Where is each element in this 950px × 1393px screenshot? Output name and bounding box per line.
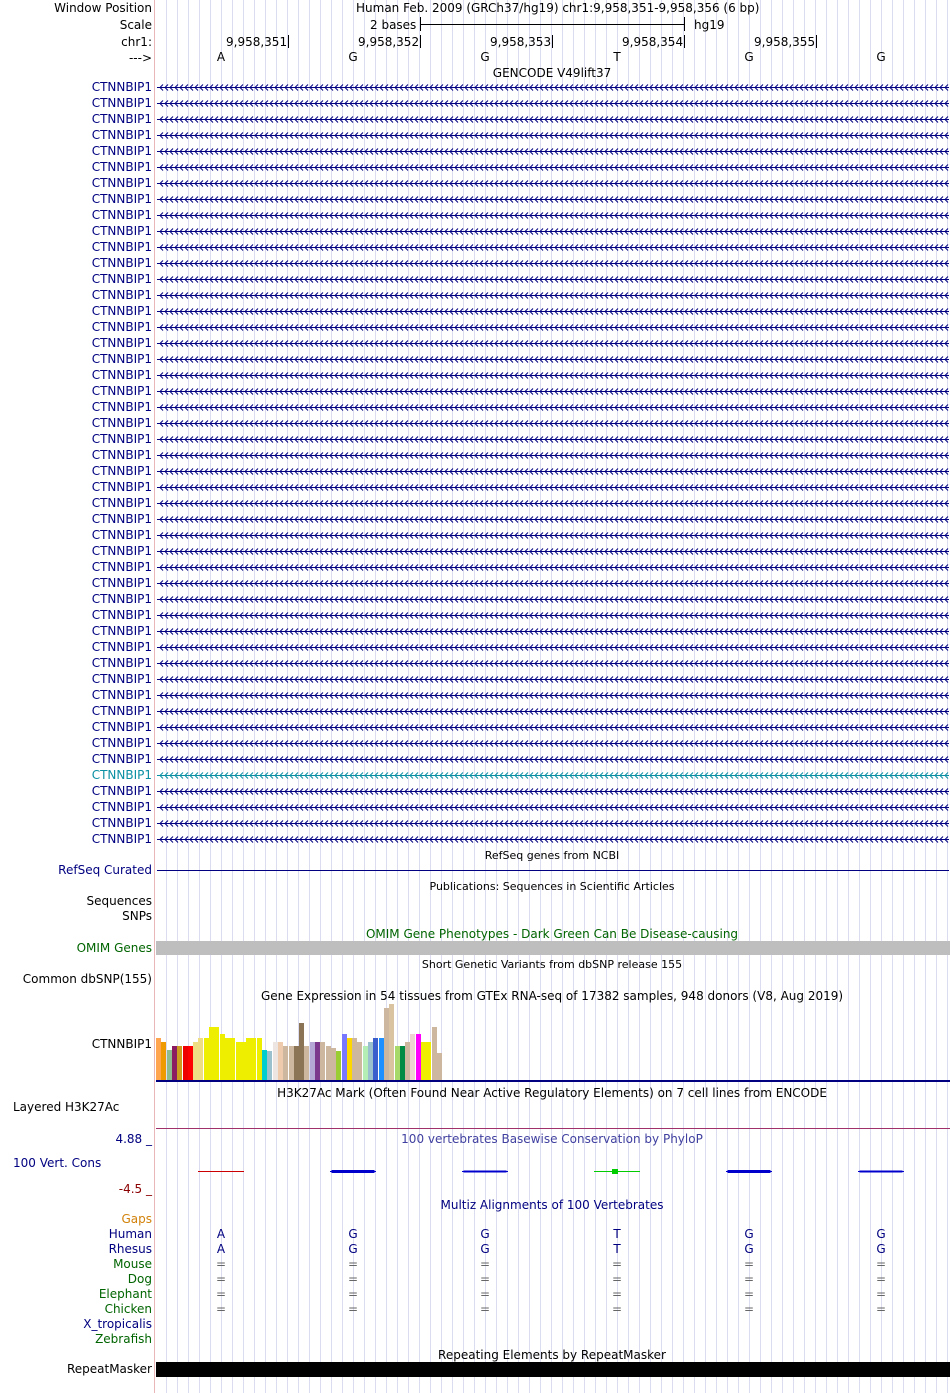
gtex-tissue-bar[interactable] (161, 1042, 166, 1080)
multiz-aligned-base: = (216, 1302, 227, 1316)
gencode-transcript-line[interactable] (157, 451, 949, 461)
multiz-aligned-base: = (744, 1302, 755, 1316)
phylop-min-value: -4.5 _ (118, 1182, 152, 1196)
multiz-aligned-base: = (480, 1287, 491, 1301)
ruler-tick-mark (288, 35, 289, 48)
repeatmasker-element[interactable] (156, 1362, 950, 1377)
phylop-score-mark[interactable] (198, 1167, 244, 1175)
gencode-transcript-label[interactable]: CTNNBIP1 (91, 288, 152, 302)
multiz-species-label[interactable]: Rhesus (108, 1242, 152, 1256)
multiz-aligned-base: = (480, 1302, 491, 1316)
gencode-transcript-label[interactable]: CTNNBIP1 (91, 176, 152, 190)
chrom-label: chr1: (121, 35, 152, 49)
gencode-transcript-label[interactable]: CTNNBIP1 (91, 704, 152, 718)
omim-gene-bar[interactable] (156, 941, 950, 955)
gencode-transcript-line[interactable] (157, 835, 949, 845)
gencode-transcript-line[interactable] (157, 99, 949, 109)
gencode-transcript-line[interactable] (157, 787, 949, 797)
gtex-tissue-bar[interactable] (357, 1042, 362, 1080)
gtex-tissue-bar[interactable] (437, 1053, 442, 1080)
multiz-aligned-base: G (348, 1227, 358, 1241)
gtex-tissue-bar[interactable] (177, 1046, 182, 1080)
gencode-transcript-line[interactable] (157, 499, 949, 509)
gencode-transcript-label[interactable]: CTNNBIP1 (91, 528, 152, 542)
multiz-aligned-base: A (216, 1242, 226, 1256)
multiz-species-label[interactable]: X_tropicalis (83, 1317, 152, 1331)
gtex-tissue-bar[interactable] (251, 1038, 256, 1080)
gencode-transcript-line[interactable] (157, 227, 949, 237)
gtex-tissue-bar[interactable] (230, 1038, 235, 1080)
multiz-aligned-base: = (744, 1287, 755, 1301)
omim-track-title: OMIM Gene Phenotypes - Dark Green Can Be Disease-causing (365, 927, 739, 941)
gencode-transcript-line[interactable] (157, 211, 949, 221)
gencode-transcript-label[interactable]: CTNNBIP1 (91, 544, 152, 558)
gencode-transcript-line[interactable] (157, 259, 949, 269)
gtex-tissue-bar[interactable] (320, 1042, 325, 1080)
gencode-transcript-label[interactable]: CTNNBIP1 (91, 144, 152, 158)
gencode-transcript-label[interactable]: CTNNBIP1 (91, 832, 152, 846)
gencode-transcript-line[interactable] (157, 803, 949, 813)
gencode-transcript-label[interactable]: CTNNBIP1 (91, 688, 152, 702)
gencode-transcript-label[interactable]: CTNNBIP1 (91, 672, 152, 686)
label-column-border (154, 0, 155, 1393)
multiz-species-label[interactable]: Mouse (113, 1257, 152, 1271)
multiz-aligned-base: = (348, 1302, 359, 1316)
gtex-tissue-bar[interactable] (214, 1027, 219, 1080)
gencode-transcript-label[interactable]: CTNNBIP1 (91, 320, 152, 334)
multiz-aligned-base: G (348, 1242, 358, 1256)
gencode-transcript-label[interactable]: CTNNBIP1 (91, 624, 152, 638)
multiz-species-label[interactable]: Human (108, 1227, 152, 1241)
multiz-aligned-base: G (744, 1227, 754, 1241)
gencode-transcript-label[interactable]: CTNNBIP1 (91, 224, 152, 238)
scale-bar (420, 17, 686, 33)
gencode-transcript-line[interactable] (157, 675, 949, 685)
gencode-transcript-line[interactable] (157, 195, 949, 205)
ruler-tick-label: 9,958,354 (622, 35, 684, 49)
gencode-transcript-line[interactable] (157, 547, 949, 557)
gencode-transcript-line[interactable] (157, 323, 949, 333)
phylop-score-mark[interactable] (858, 1167, 904, 1175)
ruler-tick-mark (420, 35, 421, 48)
multiz-aligned-base: = (480, 1272, 491, 1286)
dbsnp-track-label[interactable]: Common dbSNP(155) (22, 972, 152, 986)
gencode-transcript-label[interactable]: CTNNBIP1 (91, 272, 152, 286)
gencode-transcript-label[interactable]: CTNNBIP1 (91, 576, 152, 590)
gencode-transcript-line[interactable] (157, 659, 949, 669)
h3k27ac-track-label[interactable]: Layered H3K27Ac (13, 1100, 120, 1114)
gencode-transcript-line[interactable] (157, 595, 949, 605)
refseq-gene-line[interactable] (157, 870, 949, 871)
multiz-aligned-base: = (876, 1272, 887, 1286)
gencode-transcript-label[interactable]: CTNNBIP1 (91, 512, 152, 526)
gencode-transcript-label[interactable]: CTNNBIP1 (91, 496, 152, 510)
ruler-tick-mark (684, 35, 685, 48)
gtex-tissue-bar[interactable] (336, 1051, 341, 1080)
gtex-tissue-bar[interactable] (410, 1034, 415, 1080)
multiz-aligned-base: = (216, 1287, 227, 1301)
gencode-transcript-label[interactable]: CTNNBIP1 (91, 208, 152, 222)
multiz-aligned-base: = (216, 1257, 227, 1271)
omim-track-label[interactable]: OMIM Genes (76, 941, 152, 955)
gencode-transcript-line[interactable] (157, 707, 949, 717)
multiz-aligned-base: A (216, 1227, 226, 1241)
gencode-transcript-label[interactable]: CTNNBIP1 (91, 352, 152, 366)
publications-label-sequences[interactable]: Sequences (86, 894, 152, 908)
multiz-aligned-base: = (876, 1287, 887, 1301)
gencode-transcript-label[interactable]: CTNNBIP1 (91, 656, 152, 670)
multiz-aligned-base: = (876, 1257, 887, 1271)
phylop-track-label[interactable]: 100 Vert. Cons (13, 1156, 102, 1170)
gencode-transcript-line[interactable] (157, 531, 949, 541)
gtex-tissue-bar[interactable] (304, 1046, 309, 1080)
gencode-transcript-line[interactable] (157, 739, 949, 749)
gencode-transcript-line[interactable] (157, 643, 949, 653)
gencode-transcript-line[interactable] (157, 179, 949, 189)
multiz-species-label[interactable]: Zebrafish (95, 1332, 152, 1346)
multiz-aligned-base: = (612, 1257, 623, 1271)
multiz-aligned-base: = (612, 1272, 623, 1286)
gencode-transcript-line[interactable] (157, 483, 949, 493)
gtex-tissue-bar[interactable] (267, 1051, 272, 1080)
gencode-transcript-label[interactable]: CTNNBIP1 (91, 400, 152, 414)
gencode-transcript-label[interactable]: CTNNBIP1 (91, 720, 152, 734)
multiz-aligned-base: = (348, 1287, 359, 1301)
base-letter: T (613, 50, 621, 64)
gencode-transcript-line[interactable] (157, 435, 949, 445)
gencode-transcript-line[interactable] (157, 563, 949, 573)
gencode-transcript-line[interactable] (157, 691, 949, 701)
multiz-aligned-base: = (876, 1302, 887, 1316)
gencode-transcript-line[interactable] (157, 627, 949, 637)
gencode-transcript-line[interactable] (157, 723, 949, 733)
gtex-tissue-bar[interactable] (283, 1046, 288, 1080)
gencode-transcript-label[interactable]: CTNNBIP1 (91, 80, 152, 94)
ruler-tick-label: 9,958,353 (490, 35, 552, 49)
gencode-transcript-label[interactable]: CTNNBIP1 (91, 384, 152, 398)
scale-label: Scale (119, 18, 152, 32)
multiz-aligned-base: G (876, 1227, 886, 1241)
phylop-score-mark[interactable] (330, 1167, 376, 1175)
gencode-transcript-line[interactable] (157, 339, 949, 349)
gencode-transcript-line[interactable] (157, 307, 949, 317)
gencode-transcript-label[interactable]: CTNNBIP1 (91, 480, 152, 494)
repeatmasker-track-label[interactable]: RepeatMasker (66, 1362, 152, 1376)
gencode-transcript-label[interactable]: CTNNBIP1 (91, 752, 152, 766)
gencode-transcript-line[interactable] (157, 147, 949, 157)
refseq-track-title: RefSeq genes from NCBI (484, 849, 620, 862)
base-letter: G (876, 50, 886, 64)
ruler-tick-mark (816, 35, 817, 48)
h3k27ac-signal-line (156, 1128, 950, 1129)
gencode-transcript-label[interactable]: CTNNBIP1 (91, 96, 152, 110)
gencode-transcript-label[interactable]: CTNNBIP1 (91, 368, 152, 382)
gencode-transcript-line[interactable] (157, 611, 949, 621)
window-position-value[interactable]: Human Feb. 2009 (GRCh37/hg19) chr1:9,958,351-9,958,356 (6 bp) (356, 1, 760, 15)
multiz-aligned-base: G (876, 1242, 886, 1256)
multiz-track-title: Multiz Alignments of 100 Vertebrates (440, 1198, 664, 1212)
gencode-transcript-line[interactable] (157, 419, 949, 429)
gencode-transcript-label[interactable]: CTNNBIP1 (91, 240, 152, 254)
gencode-transcript-label[interactable]: CTNNBIP1 (91, 160, 152, 174)
phylop-max-value: 4.88 _ (115, 1132, 152, 1146)
gencode-transcript-line[interactable] (157, 755, 949, 765)
gencode-transcript-line[interactable] (157, 115, 949, 125)
gtex-track-title: Gene Expression in 54 tissues from GTEx RNA-seq of 17382 samples, 948 donors (V8, Aug 2019) (260, 989, 844, 1003)
gencode-transcript-label[interactable]: CTNNBIP1 (91, 432, 152, 446)
multiz-aligned-base: = (216, 1272, 227, 1286)
gencode-transcript-line[interactable] (157, 403, 949, 413)
gencode-transcript-label[interactable]: CTNNBIP1 (91, 192, 152, 206)
dbsnp-track-title: Short Genetic Variants from dbSNP release 155 (421, 958, 683, 971)
gtex-baseline (156, 1080, 950, 1082)
gencode-transcript-line[interactable] (157, 243, 949, 253)
multiz-aligned-base: = (612, 1302, 623, 1316)
gencode-transcript-label[interactable]: CTNNBIP1 (91, 416, 152, 430)
multiz-aligned-base: = (480, 1257, 491, 1271)
ruler-tick-label: 9,958,351 (226, 35, 288, 49)
h3k27ac-track-title: H3K27Ac Mark (Often Found Near Active Regulatory Elements) on 7 cell lines from ENCODE (277, 1086, 827, 1100)
phylop-score-mark[interactable] (726, 1167, 772, 1175)
gencode-transcript-label[interactable]: CTNNBIP1 (91, 304, 152, 318)
gencode-transcript-line[interactable] (157, 163, 949, 173)
multiz-species-label[interactable]: Dog (127, 1272, 152, 1286)
gencode-transcript-label[interactable]: CTNNBIP1 (91, 592, 152, 606)
multiz-aligned-base: = (348, 1257, 359, 1271)
gencode-transcript-line[interactable] (157, 771, 949, 781)
multiz-aligned-base: G (744, 1242, 754, 1256)
gencode-track-title: GENCODE V49lift37 (492, 66, 612, 80)
base-letter: G (744, 50, 754, 64)
gencode-transcript-line[interactable] (157, 467, 949, 477)
publications-label-snps[interactable]: SNPs (122, 909, 152, 923)
multiz-aligned-base: = (744, 1272, 755, 1286)
gtex-gene-label[interactable]: CTNNBIP1 (91, 1037, 152, 1051)
window-position-label: Window Position (54, 1, 152, 15)
gencode-transcript-label[interactable]: CTNNBIP1 (91, 112, 152, 126)
multiz-species-label[interactable]: Chicken (104, 1302, 152, 1316)
gencode-transcript-label[interactable]: CTNNBIP1 (91, 128, 152, 142)
multiz-aligned-base: = (744, 1257, 755, 1271)
gencode-transcript-label[interactable]: CTNNBIP1 (91, 448, 152, 462)
base-letter: A (216, 50, 226, 64)
gencode-transcript-line[interactable] (157, 371, 949, 381)
phylop-track-title: 100 vertebrates Basewise Conservation by PhyloP (401, 1132, 703, 1146)
multiz-gaps-label[interactable]: Gaps (121, 1212, 152, 1226)
base-letter: G (348, 50, 358, 64)
gencode-transcript-label[interactable]: CTNNBIP1 (91, 816, 152, 830)
strand-label: ---> (128, 51, 152, 65)
gencode-transcript-label[interactable]: CTNNBIP1 (91, 800, 152, 814)
gencode-transcript-label[interactable]: CTNNBIP1 (91, 256, 152, 270)
gencode-transcript-line[interactable] (157, 291, 949, 301)
gencode-transcript-line[interactable] (157, 819, 949, 829)
gencode-transcript-line[interactable] (157, 579, 949, 589)
multiz-aligned-base: = (612, 1287, 623, 1301)
scale-value: 2 bases (370, 18, 417, 32)
phylop-score-mark[interactable] (594, 1167, 640, 1175)
ruler-tick-label: 9,958,352 (358, 35, 420, 49)
gencode-transcript-line[interactable] (157, 387, 949, 397)
gencode-transcript-label[interactable]: CTNNBIP1 (91, 464, 152, 478)
base-letter: G (480, 50, 490, 64)
phylop-score-mark[interactable] (462, 1167, 508, 1175)
gencode-transcript-label[interactable]: CTNNBIP1 (91, 784, 152, 798)
gencode-transcript-line[interactable] (157, 515, 949, 525)
multiz-aligned-base: T (613, 1242, 621, 1256)
ruler-tick-mark (552, 35, 553, 48)
gencode-transcript-label[interactable]: CTNNBIP1 (91, 640, 152, 654)
multiz-aligned-base: G (480, 1227, 490, 1241)
multiz-aligned-base: G (480, 1242, 490, 1256)
ruler-tick-label: 9,958,355 (754, 35, 816, 49)
multiz-aligned-base: = (348, 1272, 359, 1286)
assembly-label: hg19 (694, 18, 725, 32)
repeatmasker-track-title: Repeating Elements by RepeatMasker (438, 1348, 666, 1362)
gtex-tissue-bar[interactable] (373, 1038, 378, 1080)
gencode-transcript-line[interactable] (157, 131, 949, 141)
refseq-track-label[interactable]: RefSeq Curated (58, 863, 152, 877)
gtex-tissue-bar[interactable] (426, 1042, 431, 1080)
gencode-transcript-line[interactable] (157, 275, 949, 285)
gencode-transcript-label[interactable]: CTNNBIP1 (91, 608, 152, 622)
multiz-aligned-base: T (613, 1227, 621, 1241)
multiz-species-label[interactable]: Elephant (98, 1287, 152, 1301)
gencode-transcript-line[interactable] (157, 355, 949, 365)
gencode-transcript-label[interactable]: CTNNBIP1 (91, 336, 152, 350)
gencode-transcript-label[interactable]: CTNNBIP1 (91, 736, 152, 750)
gencode-transcript-label[interactable]: CTNNBIP1 (91, 768, 152, 782)
gencode-transcript-line[interactable] (157, 83, 949, 93)
gtex-tissue-bar[interactable] (389, 1004, 394, 1080)
gtex-tissue-bar[interactable] (198, 1038, 203, 1080)
gencode-transcript-label[interactable]: CTNNBIP1 (91, 560, 152, 574)
publications-track-title: Publications: Sequences in Scientific Articles (429, 880, 675, 893)
